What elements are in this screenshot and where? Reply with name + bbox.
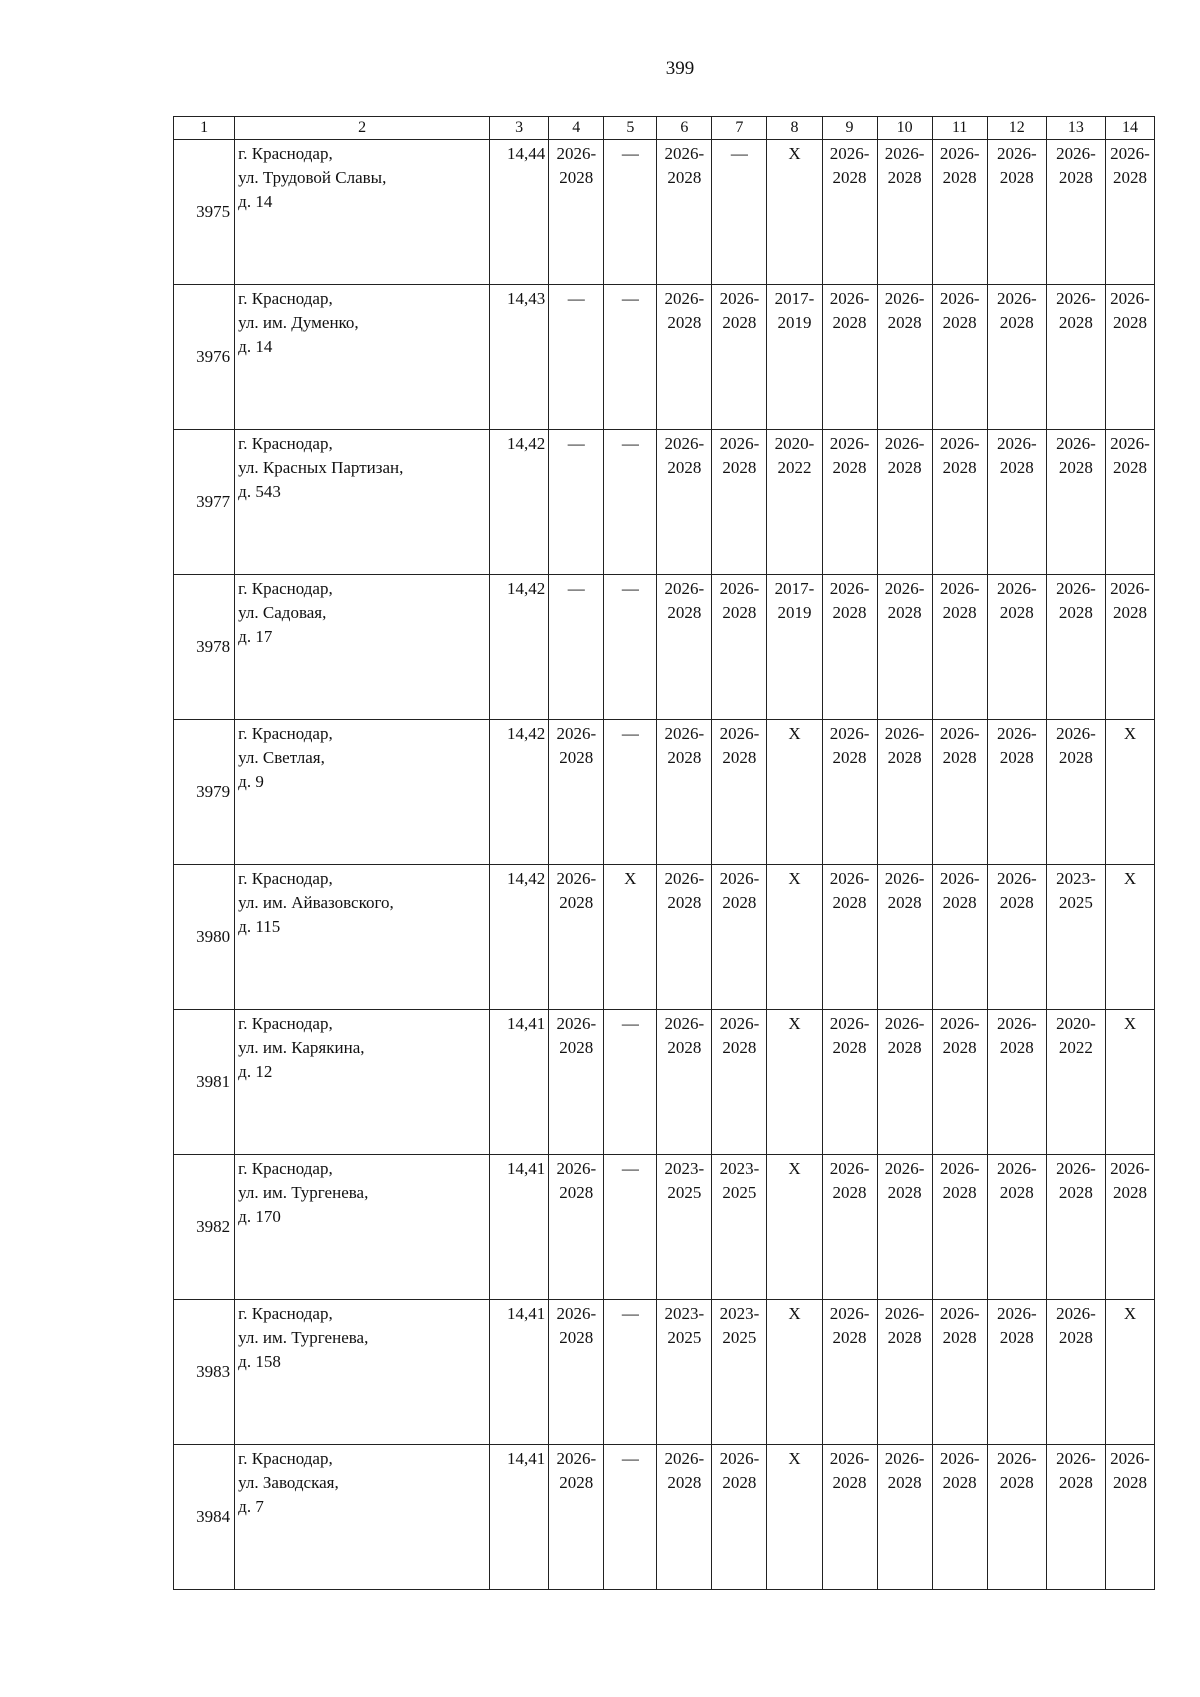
table-body [174, 140, 1155, 1590]
period-cell: 2026- 2028 [657, 140, 712, 285]
table-row [174, 865, 1155, 1010]
address-line: д. 17 [238, 627, 273, 646]
period-cell: Х [767, 1445, 822, 1590]
period-cell: 2026- 2028 [1046, 1155, 1105, 1300]
period-cell: 2023- 2025 [657, 1300, 712, 1445]
address-line: ул. Заводская, [238, 1473, 339, 1492]
period-cell: 2026- 2028 [657, 1445, 712, 1590]
address-line: г. Краснодар, [238, 1014, 333, 1033]
address-line: ул. Трудовой Славы, [238, 168, 387, 187]
period-cell: 2023- 2025 [1046, 865, 1105, 1010]
row-number: 3982 [174, 1155, 235, 1300]
period-cell: 2026- 2028 [1046, 720, 1105, 865]
period-cell: 2026- 2028 [657, 1010, 712, 1155]
table-row [174, 1155, 1155, 1300]
period-cell: Х [1105, 720, 1154, 865]
value-cell: 14,42 [490, 865, 549, 1010]
address-line: д. 14 [238, 337, 273, 356]
period-cell: 2026- 2028 [822, 285, 877, 430]
period-cell: 2017- 2019 [767, 575, 822, 720]
period-cell: 2023- 2025 [657, 1155, 712, 1300]
address-cell [235, 865, 490, 1010]
period-cell: 2026- 2028 [657, 285, 712, 430]
address-line: д. 115 [238, 917, 281, 936]
table-row [174, 1010, 1155, 1155]
address-line: г. Краснодар, [238, 579, 333, 598]
value-cell: 14,43 [490, 285, 549, 430]
period-cell: 2026- 2028 [1046, 285, 1105, 430]
row-number: 3979 [174, 720, 235, 865]
period-cell: 2026- 2028 [877, 1445, 932, 1590]
address-cell [235, 720, 490, 865]
table-row [174, 720, 1155, 865]
period-cell: — [604, 1010, 657, 1155]
period-cell: 2026- 2028 [712, 1445, 767, 1590]
period-cell: 2026- 2028 [549, 1010, 604, 1155]
period-cell: 2026- 2028 [657, 865, 712, 1010]
column-header: 3 [490, 117, 549, 140]
period-cell: 2026- 2028 [822, 1445, 877, 1590]
period-cell: 2026- 2028 [712, 1010, 767, 1155]
period-cell: — [549, 430, 604, 575]
period-cell: Х [767, 720, 822, 865]
period-cell: — [604, 575, 657, 720]
period-cell: 2026- 2028 [712, 865, 767, 1010]
period-cell: Х [767, 140, 822, 285]
row-number: 3978 [174, 575, 235, 720]
period-cell: 2017- 2019 [767, 285, 822, 430]
address-line: ул. им. Тургенева, [238, 1183, 369, 1202]
period-cell: 2026- 2028 [712, 430, 767, 575]
period-cell: 2026- 2028 [1105, 1155, 1154, 1300]
row-number: 3981 [174, 1010, 235, 1155]
period-cell: 2026- 2028 [822, 865, 877, 1010]
period-cell: Х [767, 1300, 822, 1445]
period-cell: 2026- 2028 [822, 1155, 877, 1300]
address-line: д. 12 [238, 1062, 273, 1081]
period-cell: 2026- 2028 [877, 430, 932, 575]
address-line: д. 543 [238, 482, 281, 501]
period-cell: 2026- 2028 [877, 1300, 932, 1445]
header-row [174, 117, 1155, 140]
value-cell: 14,44 [490, 140, 549, 285]
period-cell: 2026- 2028 [1105, 575, 1154, 720]
table-row [174, 1300, 1155, 1445]
table-header [174, 117, 1155, 140]
address-cell [235, 430, 490, 575]
address-cell [235, 1445, 490, 1590]
period-cell: 2026- 2028 [932, 1300, 987, 1445]
period-cell: 2026- 2028 [549, 140, 604, 285]
value-cell: 14,42 [490, 575, 549, 720]
address-line: д. 158 [238, 1352, 281, 1371]
row-number: 3984 [174, 1445, 235, 1590]
address-line: г. Краснодар, [238, 869, 333, 888]
period-cell: 2026- 2028 [877, 865, 932, 1010]
period-cell: 2026- 2028 [932, 720, 987, 865]
period-cell: 2026- 2028 [932, 1155, 987, 1300]
column-header: 12 [987, 117, 1046, 140]
value-cell: 14,42 [490, 720, 549, 865]
period-cell: 2026- 2028 [877, 1010, 932, 1155]
period-cell: — [712, 140, 767, 285]
address-line: д. 170 [238, 1207, 281, 1226]
address-cell [235, 575, 490, 720]
table-row [174, 1445, 1155, 1590]
row-number: 3983 [174, 1300, 235, 1445]
address-line: г. Краснодар, [238, 1304, 333, 1323]
period-cell: 2026- 2028 [1046, 140, 1105, 285]
column-header: 10 [877, 117, 932, 140]
address-line: ул. Красных Партизан, [238, 458, 404, 477]
column-header: 4 [549, 117, 604, 140]
period-cell: 2026- 2028 [932, 140, 987, 285]
address-cell [235, 1155, 490, 1300]
period-cell: Х [1105, 1010, 1154, 1155]
period-cell: 2026- 2028 [1046, 575, 1105, 720]
period-cell: Х [767, 865, 822, 1010]
address-line: г. Краснодар, [238, 289, 333, 308]
period-cell: 2026- 2028 [1105, 285, 1154, 430]
period-cell: 2026- 2028 [987, 575, 1046, 720]
value-cell: 14,41 [490, 1300, 549, 1445]
address-line: д. 7 [238, 1497, 264, 1516]
period-cell: 2026- 2028 [1105, 1445, 1154, 1590]
period-cell: 2026- 2028 [932, 1010, 987, 1155]
column-header: 11 [932, 117, 987, 140]
period-cell: 2026- 2028 [549, 865, 604, 1010]
column-header: 5 [604, 117, 657, 140]
period-cell: 2026- 2028 [932, 1445, 987, 1590]
period-cell: — [549, 285, 604, 430]
address-cell [235, 285, 490, 430]
value-cell: 14,41 [490, 1010, 549, 1155]
period-cell: 2026- 2028 [1105, 430, 1154, 575]
period-cell: — [604, 1155, 657, 1300]
value-cell: 14,42 [490, 430, 549, 575]
period-cell: 2026- 2028 [549, 1155, 604, 1300]
address-line: д. 14 [238, 192, 273, 211]
period-cell: 2026- 2028 [712, 575, 767, 720]
row-number: 3975 [174, 140, 235, 285]
table-row [174, 430, 1155, 575]
period-cell: 2026- 2028 [1046, 1445, 1105, 1590]
period-cell: 2026- 2028 [712, 720, 767, 865]
period-cell: — [604, 430, 657, 575]
period-cell: 2026- 2028 [822, 140, 877, 285]
period-cell: Х [767, 1010, 822, 1155]
period-cell: 2026- 2028 [932, 285, 987, 430]
period-cell: 2026- 2028 [549, 1300, 604, 1445]
period-cell: — [549, 575, 604, 720]
column-header: 7 [712, 117, 767, 140]
period-cell: Х [604, 865, 657, 1010]
address-line: г. Краснодар, [238, 1449, 333, 1468]
period-cell: 2020- 2022 [767, 430, 822, 575]
period-cell: — [604, 285, 657, 430]
period-cell: 2023- 2025 [712, 1300, 767, 1445]
table-row [174, 140, 1155, 285]
period-cell: 2026- 2028 [822, 575, 877, 720]
table-row [174, 285, 1155, 430]
period-cell: 2026- 2028 [987, 140, 1046, 285]
address-line: ул. им. Тургенева, [238, 1328, 369, 1347]
row-number: 3980 [174, 865, 235, 1010]
period-cell: — [604, 1300, 657, 1445]
period-cell: 2026- 2028 [932, 865, 987, 1010]
column-header: 13 [1046, 117, 1105, 140]
address-line: ул. им. Думенко, [238, 313, 359, 332]
period-cell: 2026- 2028 [987, 720, 1046, 865]
period-cell: 2026- 2028 [987, 430, 1046, 575]
period-cell: 2026- 2028 [822, 1010, 877, 1155]
row-number: 3977 [174, 430, 235, 575]
address-line: г. Краснодар, [238, 434, 333, 453]
period-cell: — [604, 1445, 657, 1590]
column-header: 9 [822, 117, 877, 140]
period-cell: 2026- 2028 [657, 575, 712, 720]
period-cell: 2026- 2028 [1046, 430, 1105, 575]
address-line: ул. им. Айвазовского, [238, 893, 394, 912]
period-cell: 2026- 2028 [987, 1155, 1046, 1300]
period-cell: 2026- 2028 [987, 285, 1046, 430]
period-cell: Х [767, 1155, 822, 1300]
period-cell: 2026- 2028 [987, 865, 1046, 1010]
address-line: ул. Садовая, [238, 603, 327, 622]
period-cell: 2026- 2028 [822, 1300, 877, 1445]
period-cell: 2026- 2028 [987, 1010, 1046, 1155]
period-cell: 2026- 2028 [1046, 1300, 1105, 1445]
period-cell: 2026- 2028 [822, 430, 877, 575]
period-cell: Х [1105, 865, 1154, 1010]
row-number: 3976 [174, 285, 235, 430]
period-cell: 2026- 2028 [877, 140, 932, 285]
period-cell: 2026- 2028 [549, 1445, 604, 1590]
period-cell: — [604, 140, 657, 285]
column-header: 2 [235, 117, 490, 140]
period-cell: — [604, 720, 657, 865]
column-header: 8 [767, 117, 822, 140]
period-cell: 2026- 2028 [877, 285, 932, 430]
column-header: 6 [657, 117, 712, 140]
period-cell: 2026- 2028 [712, 285, 767, 430]
column-header: 14 [1105, 117, 1154, 140]
period-cell: 2026- 2028 [877, 575, 932, 720]
period-cell: 2026- 2028 [657, 720, 712, 865]
address-line: г. Краснодар, [238, 1159, 333, 1178]
period-cell: 2026- 2028 [657, 430, 712, 575]
address-line: г. Краснодар, [238, 144, 333, 163]
address-cell [235, 1010, 490, 1155]
period-cell: 2026- 2028 [877, 1155, 932, 1300]
period-cell: 2026- 2028 [1105, 140, 1154, 285]
address-line: ул. Светлая, [238, 748, 325, 767]
value-cell: 14,41 [490, 1155, 549, 1300]
period-cell: 2026- 2028 [877, 720, 932, 865]
period-cell: 2023- 2025 [712, 1155, 767, 1300]
data-table [173, 116, 1155, 1590]
page-number: 399 [665, 58, 695, 79]
address-line: д. 9 [238, 772, 264, 791]
period-cell: Х [1105, 1300, 1154, 1445]
address-line: г. Краснодар, [238, 724, 333, 743]
value-cell: 14,41 [490, 1445, 549, 1590]
period-cell: 2026- 2028 [822, 720, 877, 865]
period-cell: 2020- 2022 [1046, 1010, 1105, 1155]
period-cell: 2026- 2028 [932, 575, 987, 720]
address-cell [235, 140, 490, 285]
period-cell: 2026- 2028 [549, 720, 604, 865]
period-cell: 2026- 2028 [932, 430, 987, 575]
period-cell: 2026- 2028 [987, 1445, 1046, 1590]
table-row [174, 575, 1155, 720]
period-cell: 2026- 2028 [987, 1300, 1046, 1445]
address-cell [235, 1300, 490, 1445]
column-header: 1 [174, 117, 235, 140]
address-line: ул. им. Карякина, [238, 1038, 365, 1057]
